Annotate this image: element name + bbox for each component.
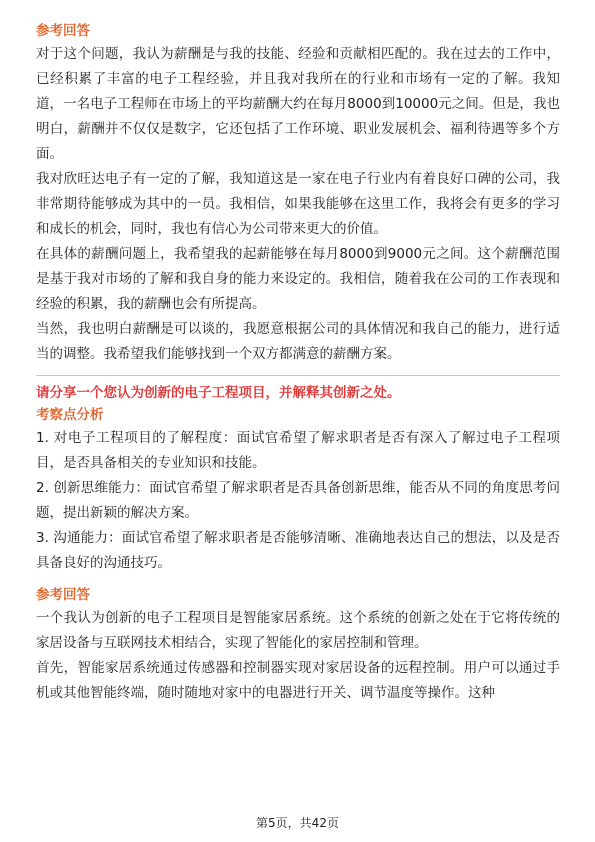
reference-answer-heading: 参考回答 xyxy=(36,587,90,603)
answer-paragraph: 首先，智能家居系统通过传感器和控制器实现对家居设备的远程控制。用户可以通过手机或其他智能终端，随时随地对家中的电器进行开关、调节温度等操作。这种 xyxy=(36,660,560,701)
analysis-heading: 考察点分析 xyxy=(36,407,104,423)
page-content xyxy=(36,20,560,706)
answer-paragraph: 我对欣旺达电子有一定的了解，我知道这是一家在电子行业内有着良好口碑的公司，我非常期待能够成为其中的一员。我相信，如果我能够在这里工作，我将会有更多的学习和成长的机会，同时，我也有信心为公司带来更大的价值。 xyxy=(36,171,560,237)
analysis-item: 3. 沟通能力：面试官希望了解求职者是否能够清晰、准确地表达自己的想法，以及是否具备良好的沟通技巧。 xyxy=(36,530,560,571)
spacer xyxy=(36,576,560,584)
section-divider xyxy=(36,375,560,376)
analysis-item: 2. 创新思维能力：面试官希望了解求职者是否具备创新思维，能否从不同的角度思考问题，提出新颖的解决方案。 xyxy=(36,480,560,521)
analysis-item: 1. 对电子工程项目的了解程度：面试官希望了解求职者是否有深入了解过电子工程项目，是否具备相关的专业知识和技能。 xyxy=(36,430,560,471)
answer-paragraph: 在具体的薪酬问题上，我希望我的起薪能够在每月8000到9000元之间。这个薪酬范围是基于我对市场的了解和我自身的能力来设定的。我相信，随着我在公司的工作表现和经验的积累，我的薪酬也会有所提高。 xyxy=(36,246,560,312)
question-title: 请分享一个您认为创新的电子工程项目，并解释其创新之处。 xyxy=(36,385,401,401)
answer-paragraph: 当然，我也明白薪酬是可以谈的，我愿意根据公司的具体情况和我自己的能力，进行适当的调整。我希望我们能够找到一个双方都满意的薪酬方案。 xyxy=(36,321,560,362)
answer-paragraph: 对于这个问题，我认为薪酬是与我的技能、经验和贡献相匹配的。我在过去的工作中，已经积累了丰富的电子工程经验，并且我对我所在的行业和市场有一定的了解。我知道，一名电子工程师在市场上的平均薪酬大约在每月8000到10000元之间。但是，我也明白，薪酬并不仅仅是数字，它还包括了工作环境、职业发展机会、福利待遇等多个方面。 xyxy=(36,46,560,162)
page-number-footer: 第5页，共42页 xyxy=(256,816,339,830)
answer-paragraph: 一个我认为创新的电子工程项目是智能家居系统。这个系统的创新之处在于它将传统的家居设备与互联网技术相结合，实现了智能化的家居控制和管理。 xyxy=(36,610,560,651)
reference-answer-heading: 参考回答 xyxy=(36,23,90,39)
